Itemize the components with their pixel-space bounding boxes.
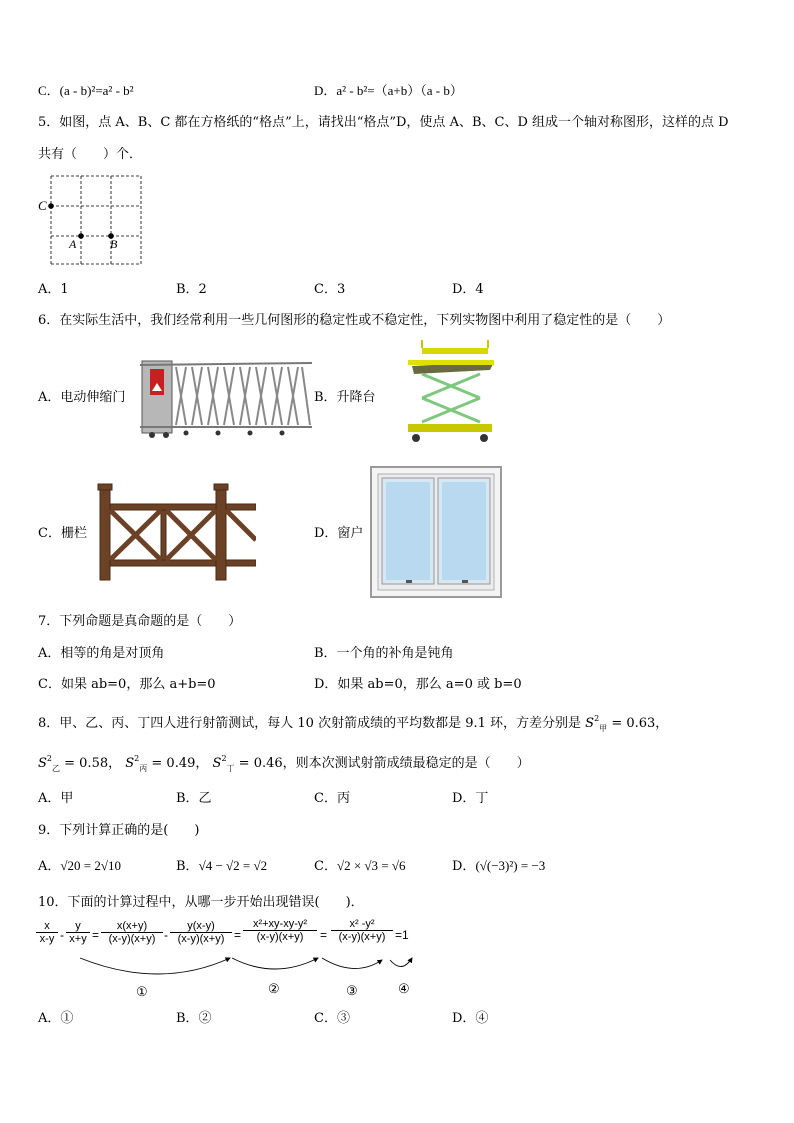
q6-option-b: B．升降台: [314, 390, 376, 405]
q5-stem-line2: 共有（ ）个．: [38, 147, 143, 162]
q7-option-a: A．相等的角是对顶角: [38, 646, 165, 661]
q9-option-a: A．√20 = 2√10: [38, 858, 121, 874]
q9-option-b: B．√4 − √2 = √2: [176, 858, 268, 874]
label-b: B: [110, 237, 118, 251]
fraction-2: $\frac{y}{x+y}$: [66, 920, 90, 945]
fraction-5: $\frac{\text{x²+xy-xy-y²}}{(x-y)(x+y)}$: [243, 918, 317, 943]
q6-option-c: C．栅栏: [38, 526, 87, 541]
retractable-gate-image: [140, 355, 312, 441]
q5-option-d: D．4: [452, 282, 484, 297]
q6-option-d: D．窗户: [314, 526, 364, 541]
minus-2: -: [164, 928, 168, 942]
q8-option-d: D．丁: [452, 791, 489, 806]
result: =1: [395, 928, 409, 942]
q8-option-a: A．甲: [38, 791, 74, 806]
q10-stem: 10．下面的计算过程中，从哪一步开始出现错误( )．: [38, 895, 364, 910]
q8-stem-line1: 8．甲、乙、丙、丁四人进行射箭测试，每人 10 次射箭成绩的平均数都是 9.1 环，方差分别是 $S^2_甲 = 0.63$，: [38, 714, 669, 733]
step-label-4: ④: [398, 982, 410, 997]
step-arrows: [60, 950, 420, 984]
wooden-fence-image: [96, 482, 256, 582]
equals-2: =: [234, 928, 242, 942]
q5-stem-line1: 5．如图，点 A、B、C 都在方格纸的“格点”上，请找出“格点”D，使点 A、B、C、D 组成一个轴对称图形，这样的点 D: [38, 115, 729, 130]
q9-stem: 9．下列计算正确的是( ): [38, 823, 200, 838]
q10-option-c: C．③: [314, 1011, 350, 1026]
equals-1: =: [92, 928, 100, 942]
q5-option-b: B．2: [176, 282, 207, 297]
q7-option-b: B．一个角的补角是钝角: [314, 646, 454, 661]
step-label-3: ③: [346, 984, 358, 999]
label-c: C: [38, 198, 47, 213]
equals-3: =: [320, 928, 328, 942]
q4-option-d: D．a² - b²=（a+b）（a - b）: [314, 83, 463, 98]
q7-stem: 7．下列命题是真命题的是（ ）: [38, 614, 242, 629]
q8-option-b: B．乙: [176, 791, 212, 806]
fraction-1: $\frac{x}{x-y}$: [36, 920, 58, 945]
fraction-6: $\frac{\text{x² -y²}}{(x-y)(x+y)}$: [331, 918, 393, 943]
step-label-1: ①: [136, 985, 148, 1000]
q9-option-d: D．(√(−3)²) = −3: [452, 858, 546, 874]
q10-option-d: D．④: [452, 1011, 489, 1026]
point-a: [78, 233, 84, 239]
q10-option-a: A．①: [38, 1011, 74, 1026]
q9-option-c: C．√2 × √3 = √6: [314, 858, 406, 874]
label-a: A: [69, 237, 77, 251]
q7-option-d: D．如果 ab=0，那么 a=0 或 b=0: [314, 677, 522, 692]
point-c: [48, 203, 54, 209]
q5-option-c: C．3: [314, 282, 346, 297]
q5-grid-figure: [36, 172, 146, 268]
window-image: [370, 466, 502, 598]
q6-stem: 6．在实际生活中，我们经常利用一些几何图形的稳定性或不稳定性，下列实物图中利用了稳定性的是（ ）: [38, 313, 671, 328]
fraction-4: $\frac{y(x-y)}{(x-y)(x+y)}$: [170, 920, 232, 945]
fraction-3: $\frac{x(x+y)}{(x-y)(x+y)}$: [101, 920, 163, 945]
lift-platform-image: [402, 340, 498, 448]
q4-option-c: C．(a - b)²=a² - b²: [38, 83, 134, 98]
step-label-2: ②: [268, 982, 280, 997]
q8-stem-line2: $S^2_乙 = 0.58$， $S^2_丙 = 0.49$， $S^2_丁 = 0.46$，则本次测试射箭成绩最稳定的是（ ）: [38, 754, 530, 773]
q6-option-a: A．电动伸缩门: [38, 390, 126, 405]
q8-option-c: C．丙: [314, 791, 350, 806]
q10-option-b: B．②: [176, 1011, 212, 1026]
q7-option-c: C．如果 ab=0，那么 a+b=0: [38, 677, 216, 692]
minus-1: -: [60, 928, 64, 942]
q5-option-a: A．1: [38, 282, 69, 297]
